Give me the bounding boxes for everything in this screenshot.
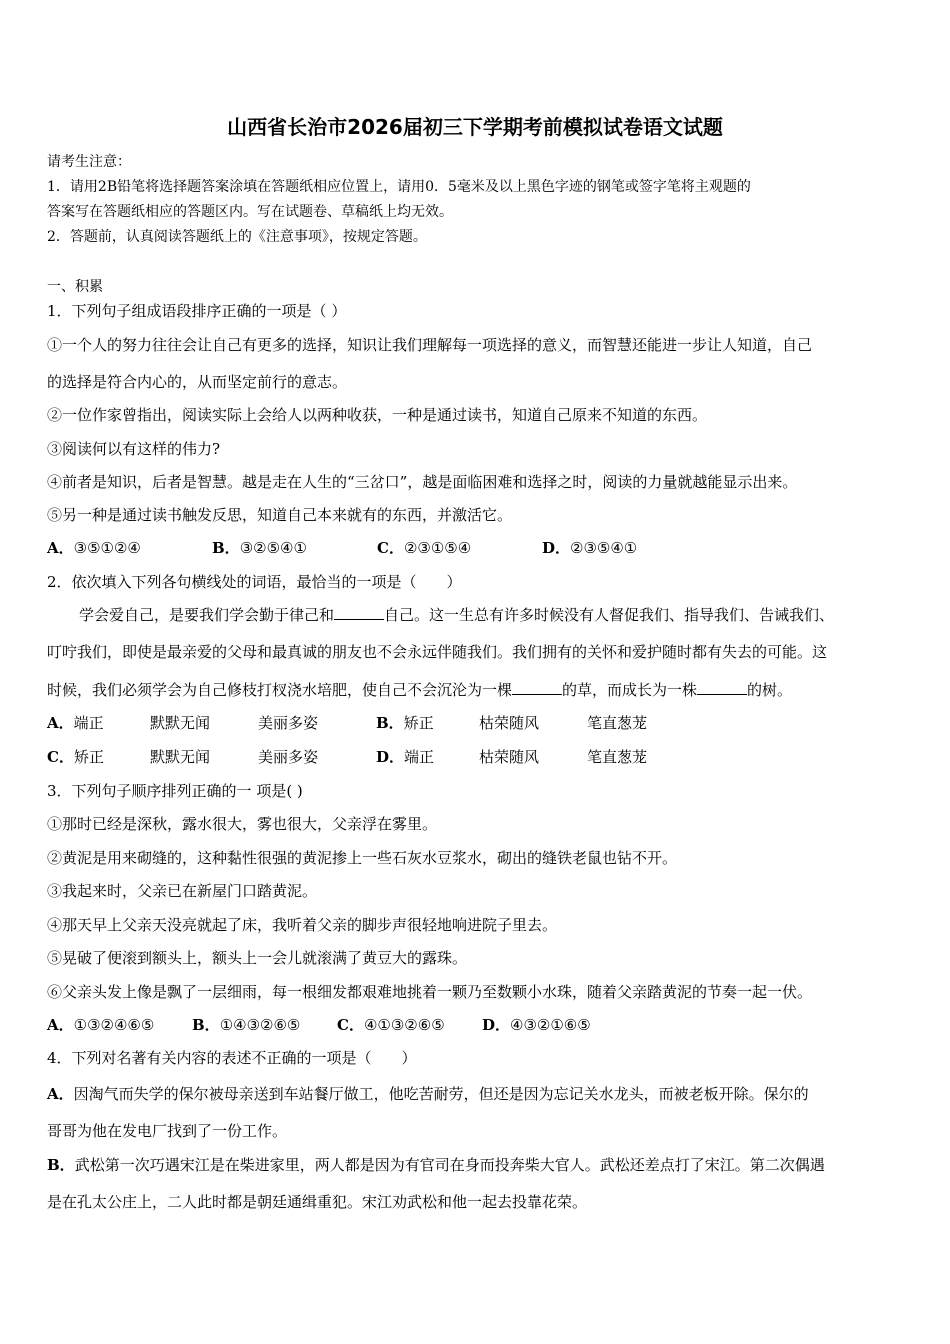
q1-sentence-2: ②一位作家曾指出，阅读实际上会给人以两种收获，一种是通过读书，知道自己原来不知道的东西。 xyxy=(47,406,708,424)
option-key: A． xyxy=(47,539,74,557)
q1-sentence-3: ③阅读何以有这样的伟力? xyxy=(47,440,221,458)
q2-options-row-2 xyxy=(47,748,647,766)
option-text: ③②⑤④① xyxy=(239,539,307,557)
notice-item-2: 2．答题前，认真阅读答题纸上的《注意事项》，按规定答题。 xyxy=(47,229,427,245)
passage-text: 的草，而成长为一株 xyxy=(562,681,698,699)
q4-stem: 4．下列对名著有关内容的表述不正确的一项是（ ） xyxy=(47,1049,417,1067)
option-key: B． xyxy=(376,714,404,732)
q4-option-b-line-2: 是在孔太公庄上，二人此时都是朝廷通缉重犯。宋江劝武松和他一起去投靠花荣。 xyxy=(47,1193,588,1211)
q3-sentence-6: ⑥父亲头发上像是飘了一层细雨，每一根细发都艰难地挑着一颗乃至数颗小水珠，随着父亲踏黄泥的节奏一起一伏。 xyxy=(47,983,813,1001)
section-heading: 一、积累 xyxy=(47,279,103,295)
option-text: ④①③②⑥⑤ xyxy=(363,1016,445,1034)
notice-item-1-line-1: 1．请用2B铅笔将选择题答案涂填在答题纸相应位置上，请用0．5毫米及以上黑色字迹的钢笔或签字笔将主观题的 xyxy=(47,179,751,195)
notice-heading: 请考生注意： xyxy=(47,154,131,170)
option-key: C． xyxy=(47,748,74,766)
option-key: A． xyxy=(47,1085,74,1103)
page-title: 山西省长治市2026届初三下学期考前模拟试卷语文试题 xyxy=(227,115,723,139)
option-key: B． xyxy=(47,1156,75,1174)
option-key: D． xyxy=(542,539,571,557)
q1-option-b[interactable] xyxy=(212,539,377,557)
option-text: ②③⑤④① xyxy=(570,539,638,557)
option-word: 笔直葱茏 xyxy=(587,748,648,766)
option-key: D． xyxy=(376,748,405,766)
option-word: 端正 xyxy=(73,714,104,732)
q3-option-b[interactable] xyxy=(192,1016,337,1034)
q3-sentence-5: ⑤晃破了便滚到额头上，额头上一会儿就滚满了黄豆大的露珠。 xyxy=(47,949,468,967)
q1-option-d[interactable] xyxy=(542,539,637,557)
option-key: D． xyxy=(482,1016,511,1034)
passage-text: 的树。 xyxy=(747,681,793,699)
passage-text: 时候，我们必须学会为自己修枝打杈浇水培肥，使自己不会沉沦为一棵 xyxy=(47,681,513,699)
q3-option-c[interactable] xyxy=(337,1016,482,1034)
q4-option-a-line-2: 哥哥为他在发电厂找到了一份工作。 xyxy=(47,1122,288,1140)
option-key: A． xyxy=(47,1016,74,1034)
fill-blank-2 xyxy=(512,682,562,695)
q1-stem: 1．下列句子组成语段排序正确的一项是（ ） xyxy=(47,302,347,320)
option-key: B． xyxy=(212,539,240,557)
option-key: C． xyxy=(377,539,404,557)
q3-option-a[interactable] xyxy=(47,1016,192,1034)
option-word: 矫正 xyxy=(403,714,434,732)
option-key: B． xyxy=(192,1016,220,1034)
q2-option-d[interactable] xyxy=(376,748,479,766)
passage-text: 学会爱自己，是要我们学会勤于律己和 xyxy=(79,606,335,624)
option-text: 因淘气而失学的保尔被母亲送到车站餐厅做工，他吃苦耐劳，但还是因为忘记关水龙头，而被老板开除。保尔的 xyxy=(73,1085,809,1103)
fill-blank-3 xyxy=(697,682,747,695)
option-word: 矫正 xyxy=(73,748,104,766)
notice-item-1-line-2: 答案写在答题纸相应的答题区内。写在试题卷、草稿纸上均无效。 xyxy=(47,204,453,220)
option-word: 默默无闻 xyxy=(150,748,211,766)
option-word: 笔直葱茏 xyxy=(587,714,648,732)
q1-sentence-5: ⑤另一种是通过读书触发反思，知道自己本来就有的东西，并激活它。 xyxy=(47,506,513,524)
q2-option-a[interactable] xyxy=(47,714,150,732)
option-text: ②③①⑤④ xyxy=(403,539,472,557)
option-text: 武松第一次巧遇宋江是在柴进家里，两人都是因为有官司在身而投奔柴大官人。武松还差点打了宋江。第二次偶遇 xyxy=(74,1156,825,1174)
q3-option-d[interactable] xyxy=(482,1016,591,1034)
q3-sentence-3: ③我起来时，父亲已在新屋门口踏黄泥。 xyxy=(47,882,318,900)
q1-sentence-1-line-2: 的选择是符合内心的，从而坚定前行的意志。 xyxy=(47,373,348,391)
option-text: ①④③②⑥⑤ xyxy=(219,1016,301,1034)
fill-blank-1 xyxy=(334,607,384,620)
option-word: 美丽多姿 xyxy=(258,748,319,766)
q3-sentence-1: ①那时已经是深秋，露水很大，雾也很大，父亲浮在雾里。 xyxy=(47,815,438,833)
q2-passage-line-1 xyxy=(79,606,834,624)
q1-sentence-1-line-1: ①一个人的努力往往会让自己有更多的选择，知识让我们理解每一项选择的意义，而智慧还能进一步让人知道，自己 xyxy=(47,336,813,354)
option-text: ①③②④⑥⑤ xyxy=(73,1016,155,1034)
q3-stem: 3．下列句子顺序排列正确的一 项是( ) xyxy=(47,782,303,800)
q3-sentence-2: ②黄泥是用来砌缝的，这种黏性很强的黄泥掺上一些石灰水豆浆水，砌出的缝铁老鼠也钻不开。 xyxy=(47,849,678,867)
q2-options-row-1 xyxy=(47,714,647,732)
q2-passage-line-2: 叮咛我们，即使是最亲爱的父母和最真诚的朋友也不会永远伴随我们。我们拥有的关怀和爱护随时都有失去的可能。这 xyxy=(47,643,828,661)
option-word: 枯荣随风 xyxy=(479,714,540,732)
q3-sentence-4: ④那天早上父亲天没亮就起了床，我听着父亲的脚步声很轻地响进院子里去。 xyxy=(47,916,558,934)
q2-passage-line-3 xyxy=(47,681,792,699)
q2-stem: 2．依次填入下列各句横线处的词语，最恰当的一项是（ ） xyxy=(47,573,462,591)
option-word: 美丽多姿 xyxy=(258,714,319,732)
q2-option-b[interactable] xyxy=(376,714,479,732)
q1-option-a[interactable] xyxy=(47,539,212,557)
option-word: 端正 xyxy=(404,748,435,766)
q4-option-a-line-1[interactable] xyxy=(47,1085,809,1103)
passage-text: 自己。这一生总有许多时候没有人督促我们、指导我们、告诫我们、 xyxy=(384,606,835,624)
q4-option-b-line-1[interactable] xyxy=(47,1156,825,1174)
option-word: 默默无闻 xyxy=(150,714,211,732)
q2-option-c[interactable] xyxy=(47,748,150,766)
option-key: A． xyxy=(47,714,74,732)
option-text: ④③②①⑥⑤ xyxy=(510,1016,591,1034)
option-text: ③⑤①②④ xyxy=(73,539,141,557)
q3-options xyxy=(47,1016,591,1034)
q1-sentence-4: ④前者是知识，后者是智慧。越是走在人生的“三岔口”，越是面临困难和选择之时，阅读的力量就越能显示出来。 xyxy=(47,473,798,491)
option-word: 枯荣随风 xyxy=(479,748,540,766)
q1-options xyxy=(47,539,637,557)
q1-option-c[interactable] xyxy=(377,539,542,557)
option-key: C． xyxy=(337,1016,364,1034)
